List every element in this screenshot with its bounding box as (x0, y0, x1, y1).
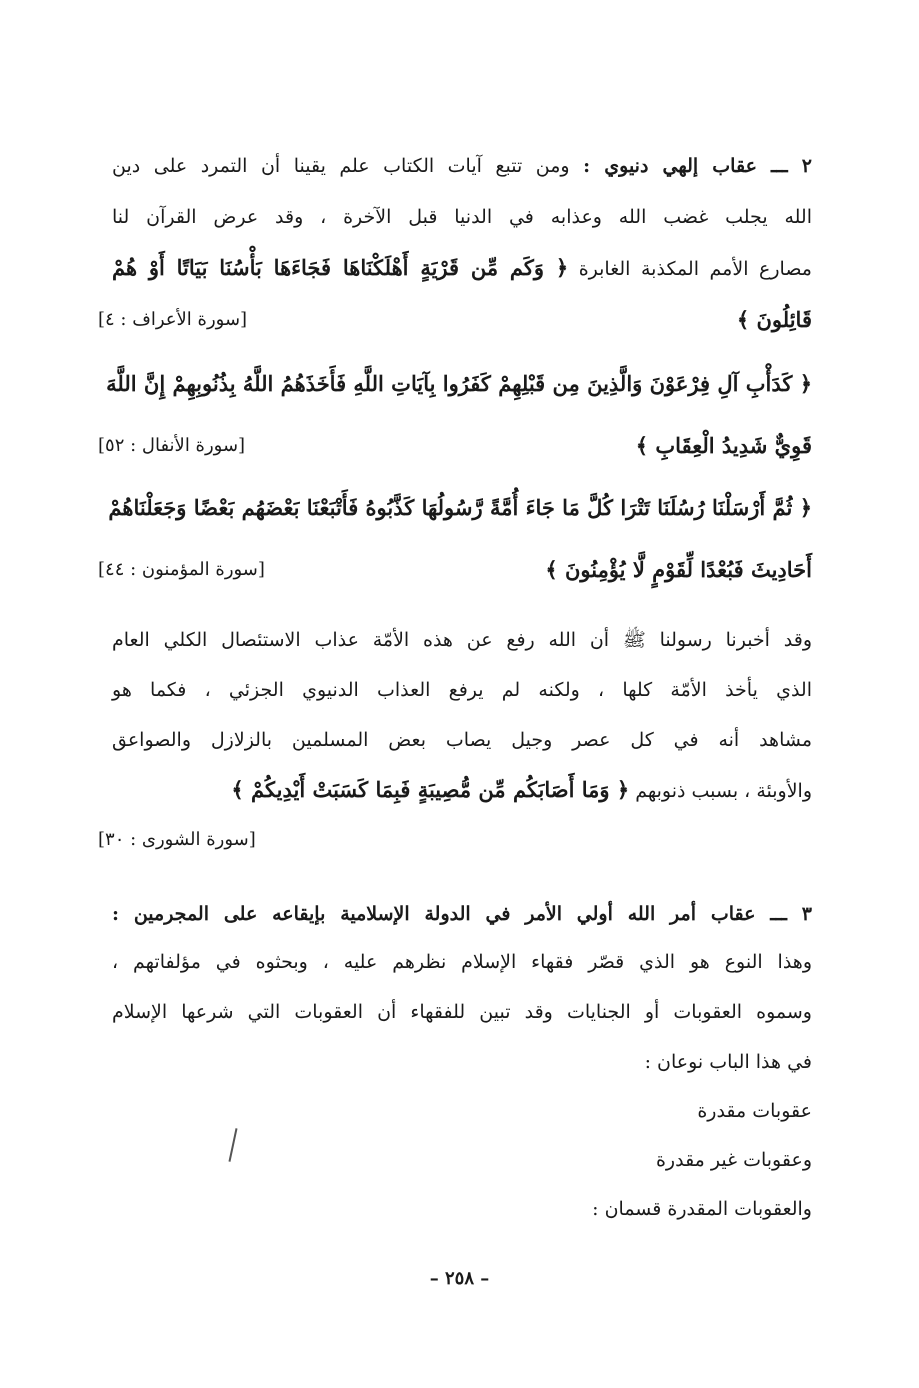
section2-line1-text: ومن تتبع آيات الكتاب علم يقينا أن التمرد على دين (112, 155, 570, 177)
section3-line2: وسموه العقوبات أو الجنايات وقد تبين للفقهاء أن العقوبات التي شرعها الإسلام (112, 1001, 812, 1023)
paragraph-line2: الذي يأخذ الأمّة كلها ، ولكنه لم يرفع العذاب الدنيوي الجزئي ، فكما هو (112, 679, 812, 701)
section2-line3-text: مصارع الأمم المكذبة الغابرة (578, 258, 812, 280)
section3-line1: وهذا النوع هو الذي قصّر فقهاء الإسلام نظرهم عليه ، وبحثوه في مؤلفاتهم ، (112, 951, 812, 973)
section2-line2: الله يجلب غضب الله وعذابه في الدنيا قبل الآخرة ، وقد عرض القرآن لنا (112, 206, 812, 228)
list-item-fixed-penalties: عقوبات مقدرة (697, 1100, 812, 1122)
paragraph-line4 (231, 776, 812, 805)
surah-reference-araf: [سورة الأعراف : ٤] (98, 309, 248, 330)
surah-reference-anfal: [سورة الأنفال : ٥٢] (98, 435, 246, 456)
paragraph-line3: مشاهد أنه في كل عصر وجيل يصاب بعض المسلمين بالزلازل والصواعق (112, 729, 812, 751)
section3-heading: ٣ ـــ عقاب أمر الله أولي الأمر في الدولة الإسلامية بإيقاعه على المجرمين : (112, 903, 812, 925)
surah-reference-muminun: [سورة المؤمنون : ٤٤] (98, 559, 265, 580)
quran-verse-anfal-end: قَوِيٌّ شَدِيدُ الْعِقَابِ ﴾ (635, 433, 812, 458)
surah-reference-shura: [سورة الشورى : ٣٠] (98, 829, 256, 850)
list-item-unfixed-penalties: وعقوبات غير مقدرة (655, 1149, 812, 1171)
section2-line3 (112, 254, 812, 283)
paragraph-line4-text: والأوبئة ، بسبب ذنوبهم (635, 780, 812, 802)
page-number: – ٢٥٨ – (429, 1268, 490, 1289)
paragraph-line1: وقد أخبرنا رسولنا ﷺ أن الله رفع عن هذه الأمّة عذاب الاستئصال الكلي العام (112, 629, 812, 651)
quran-verse-anfal: ﴿ كَدَأْبِ آلِ فِرْعَوْنَ وَالَّذِينَ مِن قَبْلِهِمْ كَفَرُوا بِآيَاتِ اللَّهِ فَأَخَذَهُمُ اللَّهُ بِذُنُوبِهِمْ إِنَّ اللَّهَ (106, 371, 812, 396)
quran-verse-shura: ﴿ وَمَا أَصَابَكُم مِّن مُّصِيبَةٍ فَبِمَا كَسَبَتْ أَيْدِيكُمْ ﴾ (231, 777, 630, 802)
list-item-fixed-penalties-types: والعقوبات المقدرة قسمان : (592, 1198, 812, 1220)
section2-line1 (112, 152, 812, 180)
pencil-mark (228, 1128, 237, 1162)
quran-verse-araf: ﴿ وَكَم مِّن قَرْيَةٍ أَهْلَكْنَاهَا فَجَاءَهَا بَأْسُنَا بَيَاتًا أَوْ هُمْ (112, 255, 569, 280)
quran-verse-muminun: ﴿ ثُمَّ أَرْسَلْنَا رُسُلَنَا تَتْرَا كُلَّ مَا جَاءَ أُمَّةً رَّسُولُهَا كَذَّبُوهُ فَأَتْبَعْنَا بَعْضَهُم بَعْضًا وَجَعَلْنَاهُمْ (108, 495, 812, 520)
quran-verse-muminun-end: أَحَادِيثَ فَبُعْدًا لِّقَوْمٍ لَّا يُؤْمِنُونَ ﴾ (545, 557, 812, 582)
section3-line3: في هذا الباب نوعان : (644, 1051, 812, 1073)
section2-heading: ٢ ـــ عقاب إلهي دنيوي : (583, 155, 813, 177)
quran-verse-araf-end: قَائِلُونَ ﴾ (736, 307, 812, 332)
